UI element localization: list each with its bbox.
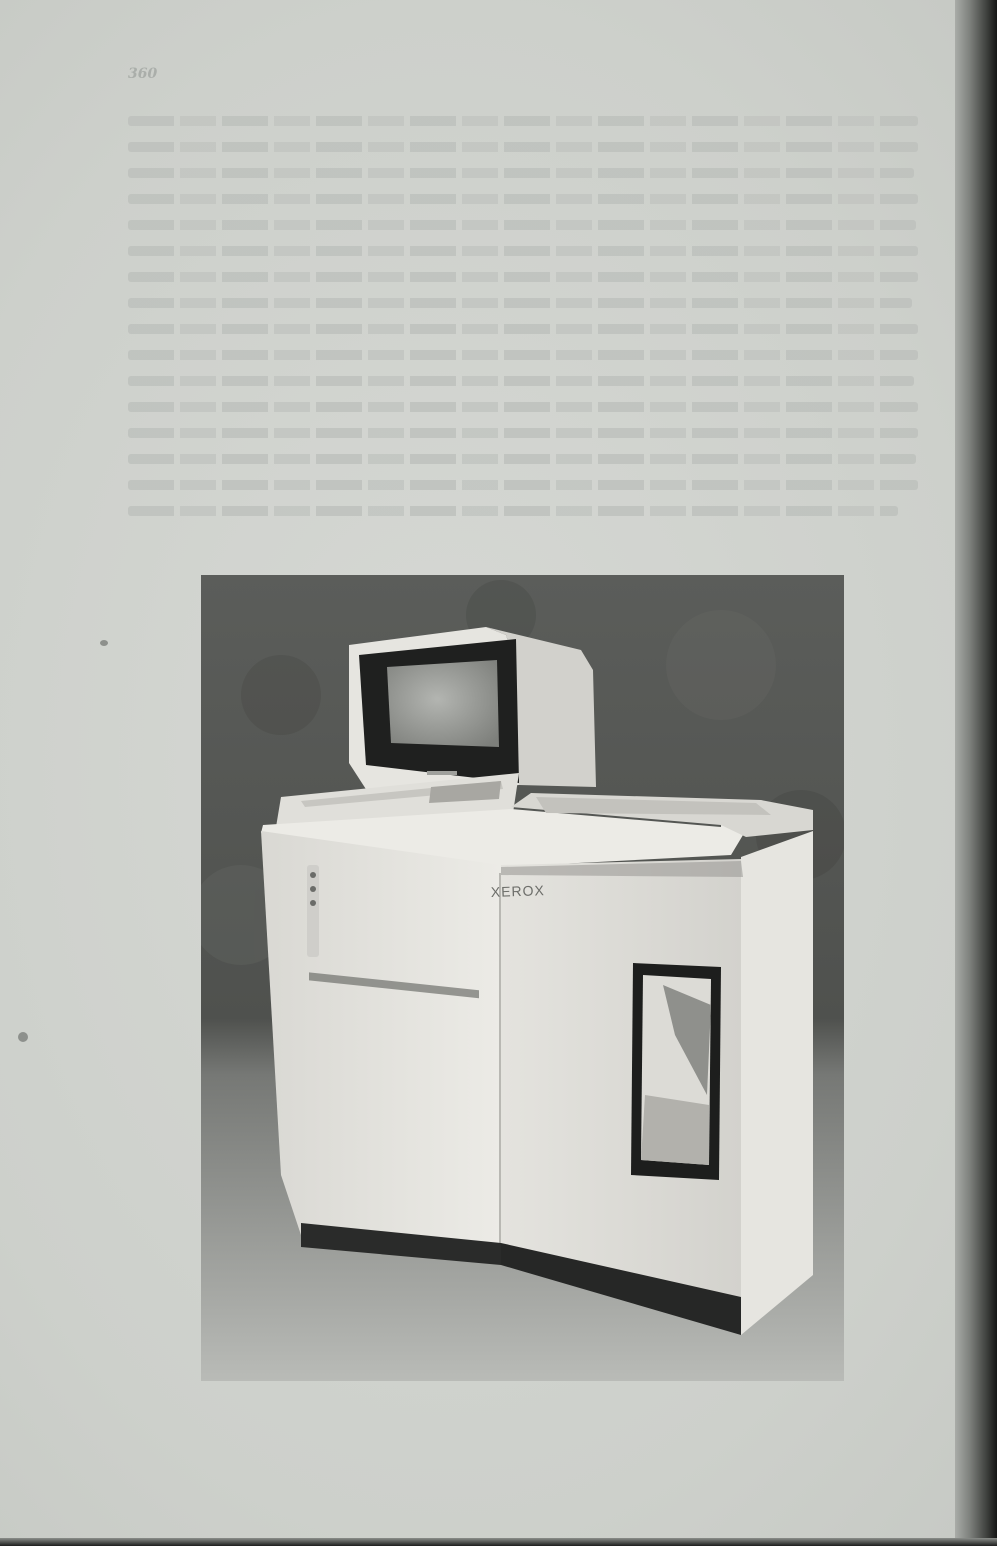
text-line: [128, 394, 918, 420]
text-line: [128, 264, 918, 290]
text-line: [128, 368, 918, 394]
side-viewing-window: [631, 963, 721, 1180]
paper-speck: [18, 1032, 28, 1042]
text-line: [128, 186, 918, 212]
bleed-through-text-block: [128, 108, 918, 524]
text-line: [128, 290, 918, 316]
book-spine-shadow: [955, 0, 997, 1546]
photo-illustration: [201, 575, 844, 1381]
text-line: [128, 238, 918, 264]
text-line: [128, 160, 918, 186]
text-line: [128, 446, 918, 472]
figure-photograph: [201, 575, 844, 1381]
text-line: [128, 212, 918, 238]
text-line: [128, 134, 918, 160]
terminal-monitor: [349, 627, 596, 797]
crt-screen: [387, 660, 499, 747]
text-line: [128, 420, 918, 446]
text-line: [128, 316, 918, 342]
page-number: 360: [128, 66, 158, 82]
text-line: [128, 498, 918, 524]
paper-speck: [100, 640, 108, 646]
text-line: [128, 108, 918, 134]
text-line: [128, 472, 918, 498]
brand-label: [491, 882, 546, 900]
page-bottom-edge: [0, 1538, 997, 1546]
text-line: [128, 342, 918, 368]
machine-brand-label: XEROX: [490, 882, 546, 900]
running-head: [128, 66, 918, 84]
